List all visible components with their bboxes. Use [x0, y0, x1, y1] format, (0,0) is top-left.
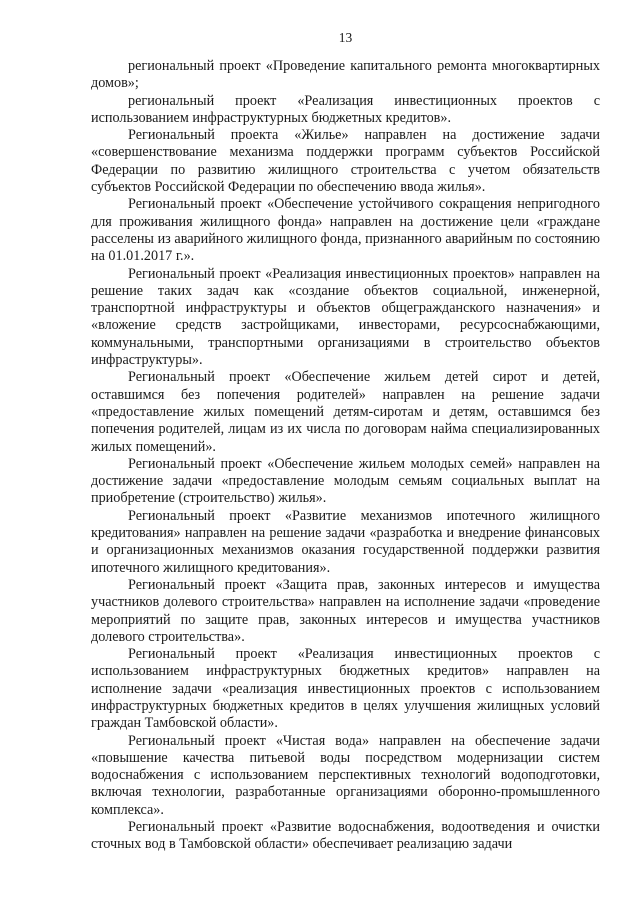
paragraph: Региональный проект «Развитие водоснабжения, водоотведения и очистки сточных вод в Тамбовской области» обеспечивает реализацию задачи [91, 819, 600, 853]
paragraph: Региональный проект «Обеспечение жильем детей сирот и детей, оставшимся без попечения родителей» направлен на решение задачи «предоставление жилых помещений детям-сиротам и детям, оставшимся без попечения родителей, лицам из их числа по договорам найма специализированных жилых помещений». [91, 369, 600, 455]
paragraph: региональный проект «Проведение капитального ремонта многоквартирных домов»; [91, 58, 600, 92]
paragraph: Региональный проект «Реализация инвестиционных проектов» направлен на решение таких задач как «создание объектов социальной, инженерной, транспортной инфраструктуры и объектов общегражданского назначения» и «вложение средств застройщиками, инвесторами, ресурсоснабжающими, коммунальными, транспортными организациями в строительство объектов инфраструктуры». [91, 265, 600, 369]
paragraph: Региональный проект «Обеспечение жильем молодых семей» направлен на достижение задачи «предоставление молодым семьям социальных выплат на приобретение (строительство) жилья». [91, 455, 600, 507]
paragraph: Региональный проект «Защита прав, законных интересов и имущества участников долевого строительства» направлен на исполнение задачи «проведение мероприятий по защите прав, законных интересов и имущества участников долевого строительства». [91, 576, 600, 645]
paragraph: Региональный проекта «Жилье» направлен на достижение задачи «совершенствование механизма поддержки программ субъектов Российской Федерации по развитию жилищного строительства с учетом обязательств субъектов Российской Федерации по обеспечению ввода жилья». [91, 127, 600, 196]
paragraph: Региональный проект «Реализация инвестиционных проектов с использованием инфраструктурных бюджетных кредитов» направлен на исполнение задачи «реализация инвестиционных проектов с использованием инфраструктурных бюджетных кредитов в целях улучшения жилищных условий граждан Тамбовской области». [91, 646, 600, 732]
paragraph: региональный проект «Реализация инвестиционных проектов с использованием инфраструктурных бюджетных кредитов». [91, 92, 600, 126]
paragraph: Региональный проект «Чистая вода» направлен на обеспечение задачи «повышение качества питьевой воды посредством модернизации систем водоснабжения с использованием перспективных технологий водоподготовки, включая технологии, разработанные организациями оборонно-промышленного комплекса». [91, 732, 600, 818]
paragraph: Региональный проект «Обеспечение устойчивого сокращения непригодного для проживания жилищного фонда» направлен на достижение цели «граждане расселены из аварийного жилищного фонда, признанного аварийным по состоянию на 01.01.2017 г.». [91, 196, 600, 265]
page-number: 13 [338, 30, 353, 45]
document-body [91, 58, 600, 854]
paragraph: Региональный проект «Развитие механизмов ипотечного жилищного кредитования» направлен на решение задачи «разработка и внедрение финансовых и организационных механизмов оказания государственной поддержки развития ипотечного жилищного кредитования». [91, 507, 600, 576]
